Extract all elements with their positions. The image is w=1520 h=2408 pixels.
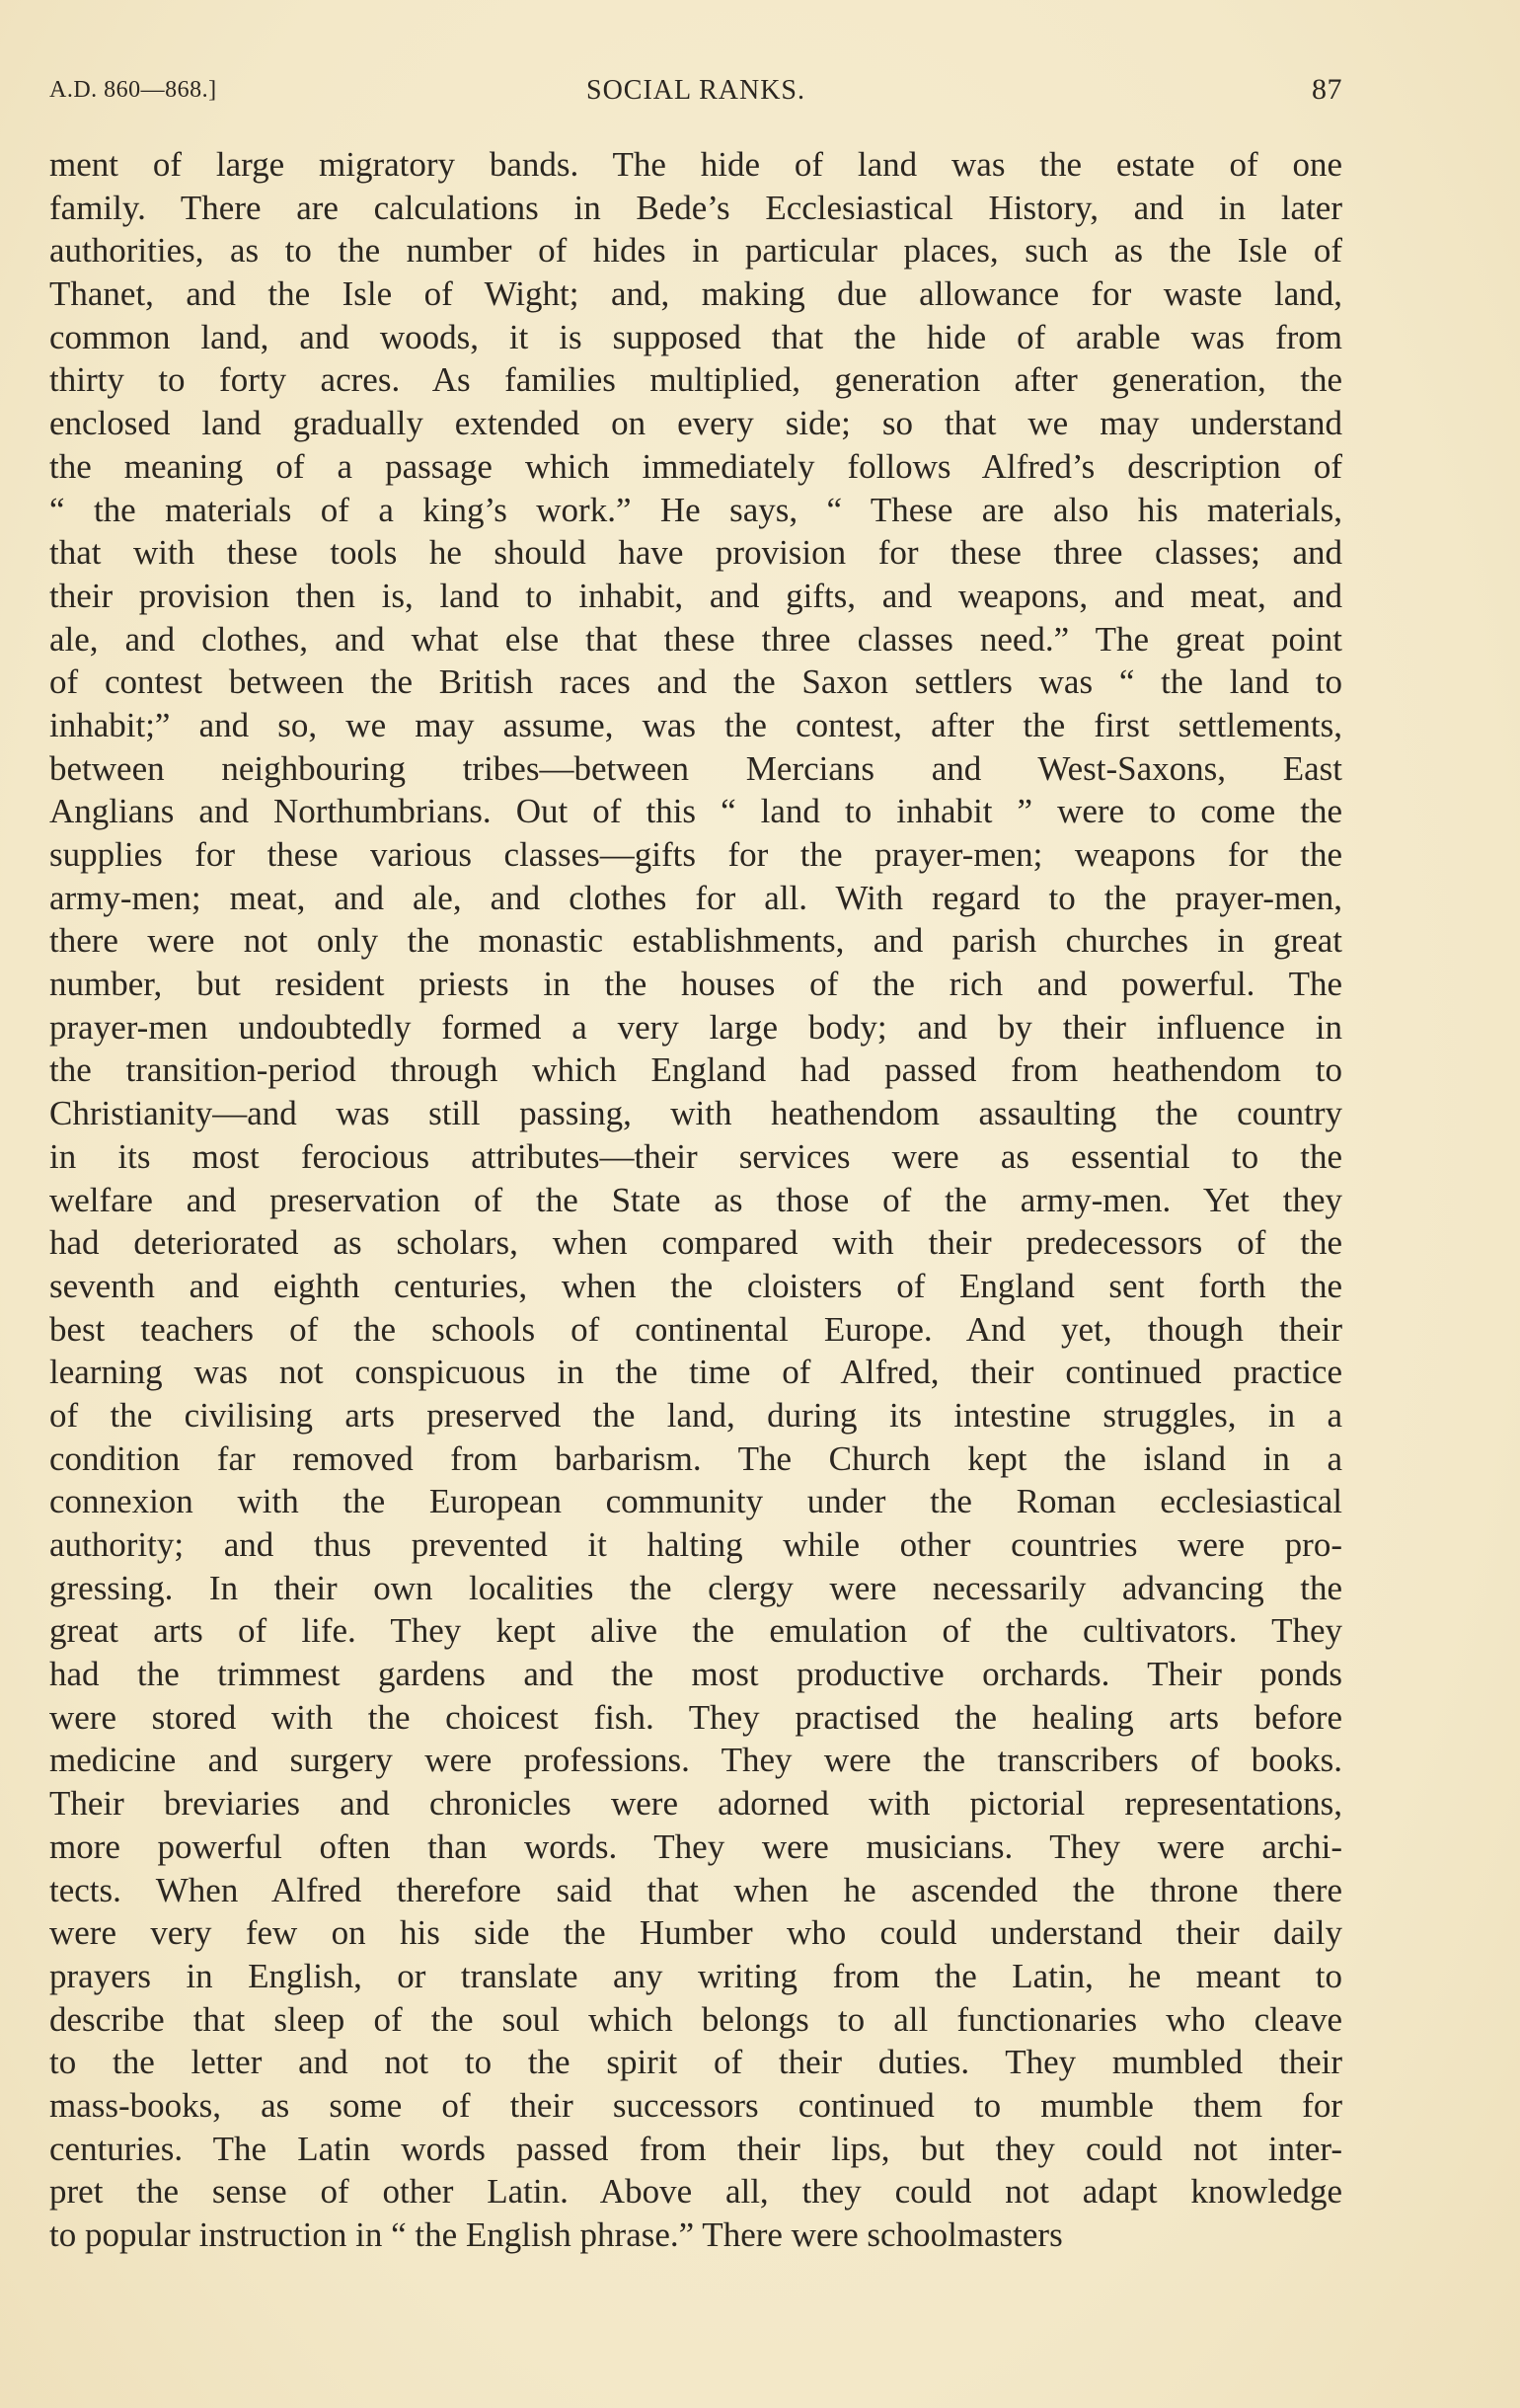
text-line: describe that sleep of the soul which belongs to all functionaries who cleave (49, 1999, 1342, 2039)
text-line: prayer-men undoubtedly formed a very large body; and by their influence in (49, 1007, 1342, 1047)
text-line: pret the sense of other Latin. Above all, they could not adapt knowledge (49, 2172, 1342, 2212)
text-line: number, but resident priests in the houses of the rich and powerful. The (49, 965, 1342, 1004)
text-line: authorities, as to the number of hides in particular places, such as the Isle of (49, 231, 1342, 271)
text-line: Anglians and Northumbrians. Out of this “ land to inhabit ” were to come the (49, 792, 1342, 831)
text-line: were stored with the choicest fish. They practised the healing arts before (49, 1697, 1342, 1737)
text-line: had deteriorated as scholars, when compared with their predecessors of the (49, 1223, 1342, 1263)
text-line: inhabit;” and so, we may assume, was the contest, after the first settlements, (49, 705, 1342, 744)
text-line: centuries. The Latin words passed from their lips, but they could not inter- (49, 2129, 1342, 2168)
text-line: between neighbouring tribes—between Mercians and West-Saxons, East (49, 748, 1342, 788)
text-line: thirty to forty acres. As families multiplied, generation after generation, the (49, 360, 1342, 400)
text-line: gressing. In their own localities the clergy were necessarily advancing the (49, 1568, 1342, 1607)
page-number: 87 (1312, 73, 1342, 106)
text-line: seventh and eighth centuries, when the cloisters of England sent forth the (49, 1266, 1342, 1305)
text-line: had the trimmest gardens and the most productive orchards. Their ponds (49, 1655, 1342, 1694)
text-line: Their breviaries and chronicles were adorned with pictorial representations, (49, 1784, 1342, 1824)
text-line: welfare and preservation of the State as those of the army-men. Yet they (49, 1180, 1342, 1219)
text-line: great arts of life. They kept alive the emulation of the cultivators. They (49, 1611, 1342, 1651)
text-line: their provision then is, land to inhabit, and gifts, and weapons, and meat, and (49, 576, 1342, 615)
text-line: “ the materials of a king’s work.” He says, “ These are also his materials, (49, 490, 1342, 529)
text-line: to the letter and not to the spirit of their duties. They mumbled their (49, 2043, 1342, 2082)
text-line: best teachers of the schools of continental Europe. And yet, though their (49, 1309, 1342, 1349)
text-line: ment of large migratory bands. The hide of land was the estate of one (49, 145, 1342, 184)
header-chapter-title: SOCIAL RANKS. (586, 75, 805, 106)
text-line: there were not only the monastic establishments, and parish churches in great (49, 921, 1342, 961)
text-line: the transition-period through which England had passed from heathendom to (49, 1050, 1342, 1090)
text-line: Thanet, and the Isle of Wight; and, making due allowance for waste land, (49, 274, 1342, 314)
text-line: the meaning of a passage which immediately follows Alfred’s description of (49, 446, 1342, 486)
text-line: learning was not conspicuous in the time of Alfred, their continued practice (49, 1353, 1342, 1392)
text-line: authority; and thus prevented it halting while other countries were pro- (49, 1525, 1342, 1564)
running-header (49, 71, 1342, 111)
text-line: that with these tools he should have provision for these three classes; and (49, 533, 1342, 573)
text-line: prayers in English, or translate any writing from the Latin, he meant to (49, 1956, 1342, 1995)
text-line: to popular instruction in “ the English phrase.” There were schoolmasters (49, 2215, 1063, 2254)
text-line: condition far removed from barbarism. The Church kept the island in a (49, 1438, 1342, 1478)
text-line: more powerful often than words. They were musicians. They were archi- (49, 1826, 1342, 1866)
text-line: were very few on his side the Humber who could understand their daily (49, 1913, 1342, 1953)
text-line: enclosed land gradually extended on every side; so that we may understand (49, 404, 1342, 443)
text-line: mass-books, as some of their successors continued to mumble them for (49, 2085, 1342, 2125)
text-line: family. There are calculations in Bede’s Ecclesiastical History, and in later (49, 188, 1342, 227)
text-line: connexion with the European community under the Roman ecclesiastical (49, 1482, 1342, 1521)
text-line: of contest between the British races and the Saxon settlers was “ the land to (49, 662, 1342, 702)
text-line: tects. When Alfred therefore said that when he ascended the throne there (49, 1870, 1342, 1909)
text-line: medicine and surgery were professions. They were the transcribers of books. (49, 1741, 1342, 1780)
text-line: of the civilising arts preserved the land, during its intestine struggles, in a (49, 1395, 1342, 1435)
header-date-range: A.D. 860—868.] (49, 77, 217, 103)
text-line: ale, and clothes, and what else that these three classes need.” The great point (49, 619, 1342, 659)
text-line: common land, and woods, it is supposed that the hide of arable was from (49, 317, 1342, 356)
body-text (49, 143, 1342, 2257)
text-line: in its most ferocious attributes—their services were as essential to the (49, 1136, 1342, 1176)
text-line: army-men; meat, and ale, and clothes for all. With regard to the prayer-men, (49, 878, 1342, 917)
text-line: supplies for these various classes—gifts for the prayer-men; weapons for the (49, 835, 1342, 874)
text-line: Christianity—and was still passing, with heathendom assaulting the country (49, 1094, 1342, 1133)
